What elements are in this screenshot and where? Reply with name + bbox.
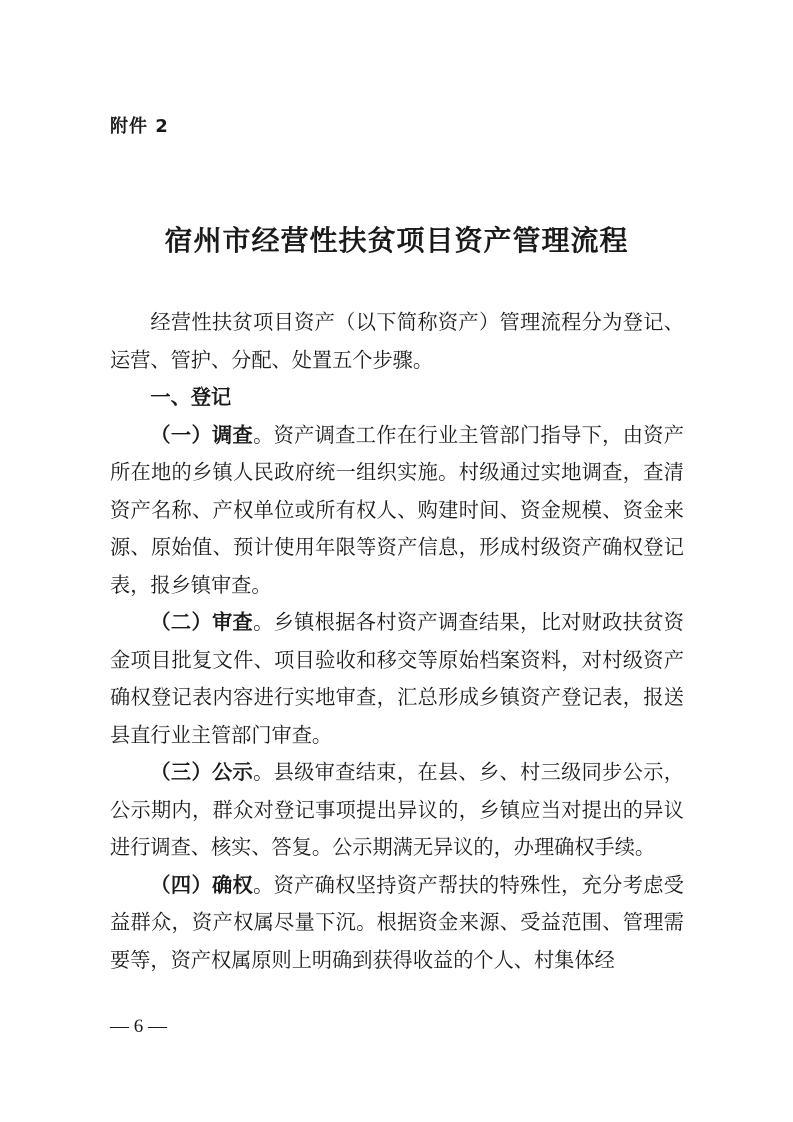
paragraph-confirmation [110, 867, 684, 980]
paragraph-lead: （一）调查 [150, 422, 254, 447]
paragraph-text: 。县级审查结束，在县、乡、村三级同步公示，公示期内，群众对登记事项提出异议的，乡镇应当对提出的异议进行调查、核实、答复。公示期满无异议的，办理确权手续。 [110, 760, 684, 859]
attachment-label: 附件 2 [110, 116, 169, 137]
paragraph-lead: （三）公示 [150, 760, 254, 784]
page-number: — 6 — [110, 1016, 167, 1037]
paragraph-lead: （四）确权 [150, 872, 254, 897]
paragraph-publicity [110, 754, 684, 867]
paragraph-survey [110, 417, 684, 605]
paragraph-lead: （二）审查 [150, 610, 254, 634]
paragraph-review [110, 604, 684, 754]
paragraph-text: 。资产调查工作在行业主管部门指导下，由资产所在地的乡镇人民政府统一组织实施。村级通过实地调查，查清资产名称、产权单位或所有权人、购建时间、资金规模、资金来源、原始值、预计使用年限等资产信息，形成村级资产确权登记表，报乡镇审查。 [110, 422, 684, 597]
paragraph-text: 。乡镇根据各村资产调查结果，比对财政扶贫资金项目批复文件、项目验收和移交等原始档案资料，对村级资产确权登记表内容进行实地审查，汇总形成乡镇资产登记表，报送县直行业主管部门审查。 [110, 610, 684, 747]
section-heading: 一、登记 [150, 385, 232, 409]
paragraph-text: 。资产确权坚持资产帮扶的特殊性，充分考虑受益群众，资产权属尽量下沉。根据资金来源、受益范围、管理需要等，资产权属原则上明确到获得收益的个人、村集体经 [110, 872, 684, 972]
intro-paragraph: 经营性扶贫项目资产（以下简称资产）管理流程分为登记、运营、管护、分配、处置五个步骤。 [110, 310, 684, 372]
document-title: 宿州市经营性扶贫项目资产管理流程 [164, 224, 629, 257]
document-body [110, 304, 684, 979]
